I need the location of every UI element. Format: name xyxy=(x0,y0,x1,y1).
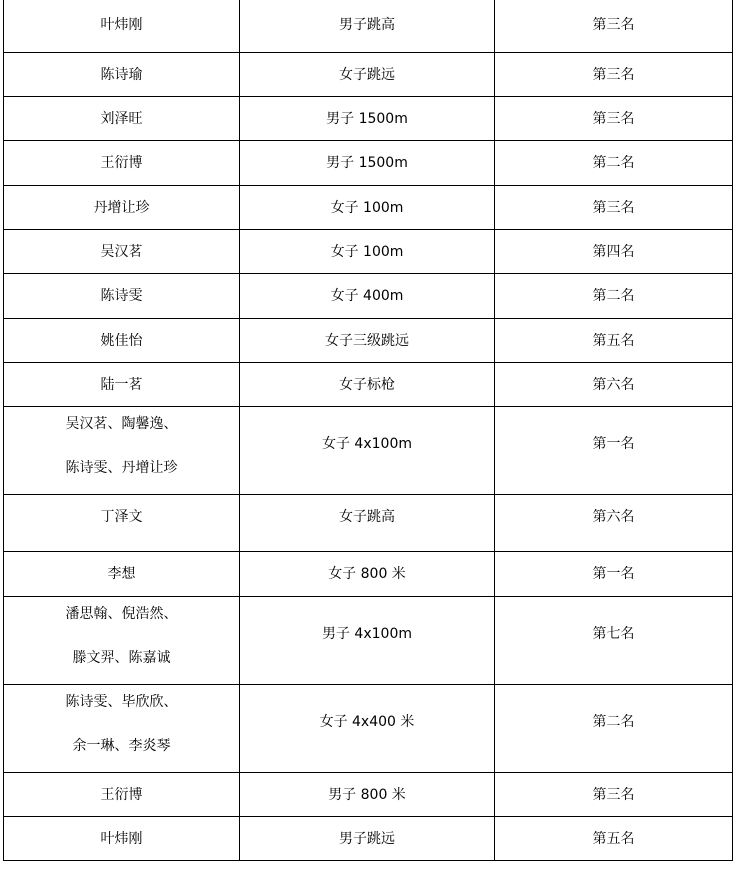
placement: 第四名 xyxy=(592,243,635,260)
athlete-name: 陈诗瑜 xyxy=(100,66,143,83)
athlete-name-cell xyxy=(4,273,240,318)
placement-cell xyxy=(495,318,733,362)
athlete-name: 姚佳怡 xyxy=(100,332,143,349)
athlete-name: 刘泽旺 xyxy=(100,110,143,127)
athlete-name-cell xyxy=(4,816,240,860)
event-cell xyxy=(240,229,495,273)
event-cell xyxy=(240,772,495,816)
athlete-name-cell xyxy=(4,494,240,551)
athlete-name: 李想 xyxy=(107,565,136,582)
event-name: 女子 100m xyxy=(330,199,404,216)
athlete-name-cell xyxy=(4,185,240,229)
table-row xyxy=(4,596,733,684)
athlete-name: 潘思翰、倪浩然、 xyxy=(65,605,178,622)
event-name: 女子跳高 xyxy=(339,508,395,525)
table-row xyxy=(4,362,733,406)
event-cell xyxy=(240,551,495,596)
table-row xyxy=(4,816,733,860)
athlete-name-cell xyxy=(4,406,240,494)
table-row xyxy=(4,494,733,551)
athlete-name: 丁泽文 xyxy=(100,508,143,525)
placement: 第一名 xyxy=(592,435,635,452)
event-name: 男子 800 米 xyxy=(328,786,406,803)
table-row xyxy=(4,273,733,318)
table-row xyxy=(4,140,733,185)
placement: 第三名 xyxy=(592,17,635,33)
event-name: 女子标枪 xyxy=(339,376,395,393)
event-cell xyxy=(240,140,495,185)
results-table xyxy=(3,0,733,861)
event-cell xyxy=(240,96,495,140)
athlete-name: 叶炜刚 xyxy=(100,17,143,33)
event-cell xyxy=(240,362,495,406)
table-row xyxy=(4,96,733,140)
results-table-body xyxy=(4,0,733,860)
placement-cell xyxy=(495,229,733,273)
event-cell xyxy=(240,816,495,860)
placement-cell xyxy=(495,0,733,52)
athlete-name-cell xyxy=(4,362,240,406)
event-name: 女子三级跳远 xyxy=(325,332,409,349)
athlete-name: 陈诗雯 xyxy=(100,287,143,304)
table-row xyxy=(4,684,733,772)
athlete-name: 陆一茗 xyxy=(100,376,143,393)
event-cell xyxy=(240,406,495,494)
table-row xyxy=(4,185,733,229)
table-row xyxy=(4,229,733,273)
athlete-name-cell xyxy=(4,140,240,185)
event-name: 女子 800 米 xyxy=(328,565,406,582)
athlete-name-cell xyxy=(4,684,240,772)
athlete-name-cell xyxy=(4,318,240,362)
placement: 第七名 xyxy=(592,625,635,642)
event-name: 女子 4x400 米 xyxy=(319,713,415,730)
event-name: 女子跳远 xyxy=(339,66,395,83)
event-name: 女子 400m xyxy=(330,287,404,304)
placement: 第三名 xyxy=(592,786,635,803)
event-cell xyxy=(240,52,495,96)
placement: 第三名 xyxy=(592,199,635,216)
athlete-name-cell xyxy=(4,0,240,52)
event-name: 男子 1500m xyxy=(326,110,408,127)
athlete-name-cell xyxy=(4,229,240,273)
placement-cell xyxy=(495,273,733,318)
athlete-name: 王衍博 xyxy=(100,154,143,171)
athlete-name-cell xyxy=(4,772,240,816)
event-cell xyxy=(240,684,495,772)
event-cell xyxy=(240,318,495,362)
athlete-name-cell xyxy=(4,551,240,596)
event-cell xyxy=(240,494,495,551)
athlete-name: 叶炜刚 xyxy=(100,830,143,847)
event-cell xyxy=(240,185,495,229)
event-cell xyxy=(240,596,495,684)
athlete-name-cell xyxy=(4,96,240,140)
event-name: 男子跳远 xyxy=(339,830,395,847)
placement-cell xyxy=(495,140,733,185)
placement-cell xyxy=(495,684,733,772)
athlete-name: 陈诗雯、毕欣欣、 xyxy=(65,693,178,710)
placement: 第二名 xyxy=(592,287,635,304)
placement: 第二名 xyxy=(592,154,635,171)
table-row xyxy=(4,406,733,494)
athlete-name: 丹增让珍 xyxy=(93,199,150,216)
placement-cell xyxy=(495,816,733,860)
placement: 第五名 xyxy=(592,332,635,349)
event-name: 男子 4x100m xyxy=(321,625,412,642)
event-name: 男子跳高 xyxy=(339,17,395,33)
placement-cell xyxy=(495,362,733,406)
event-name: 女子 100m xyxy=(330,243,404,260)
athlete-name: 王衍博 xyxy=(100,786,143,803)
athlete-name: 陈诗雯、丹增让珍 xyxy=(65,459,178,476)
placement-cell xyxy=(495,52,733,96)
placement-cell xyxy=(495,494,733,551)
table-row xyxy=(4,0,733,52)
table-row xyxy=(4,52,733,96)
placement: 第二名 xyxy=(592,713,635,730)
athlete-name-cell xyxy=(4,596,240,684)
athlete-name: 吴汉茗、陶馨逸、 xyxy=(65,415,178,432)
placement-cell xyxy=(495,406,733,494)
event-cell xyxy=(240,0,495,52)
table-row xyxy=(4,551,733,596)
table-row xyxy=(4,318,733,362)
placement-cell xyxy=(495,551,733,596)
placement: 第三名 xyxy=(592,66,635,83)
event-name: 女子 4x100m xyxy=(321,435,412,452)
placement: 第五名 xyxy=(592,830,635,847)
athlete-name: 吴汉茗 xyxy=(100,243,143,260)
event-name: 男子 1500m xyxy=(326,154,408,171)
placement: 第六名 xyxy=(592,508,635,525)
placement: 第三名 xyxy=(592,110,635,127)
placement-cell xyxy=(495,772,733,816)
placement-cell xyxy=(495,596,733,684)
athlete-name-cell xyxy=(4,52,240,96)
athlete-name: 滕文羿、陈嘉诚 xyxy=(72,649,171,666)
athlete-name: 余一琳、李炎琴 xyxy=(72,737,171,754)
placement-cell xyxy=(495,96,733,140)
placement-cell xyxy=(495,185,733,229)
event-cell xyxy=(240,273,495,318)
placement: 第六名 xyxy=(592,376,635,393)
placement: 第一名 xyxy=(592,565,635,582)
table-row xyxy=(4,772,733,816)
